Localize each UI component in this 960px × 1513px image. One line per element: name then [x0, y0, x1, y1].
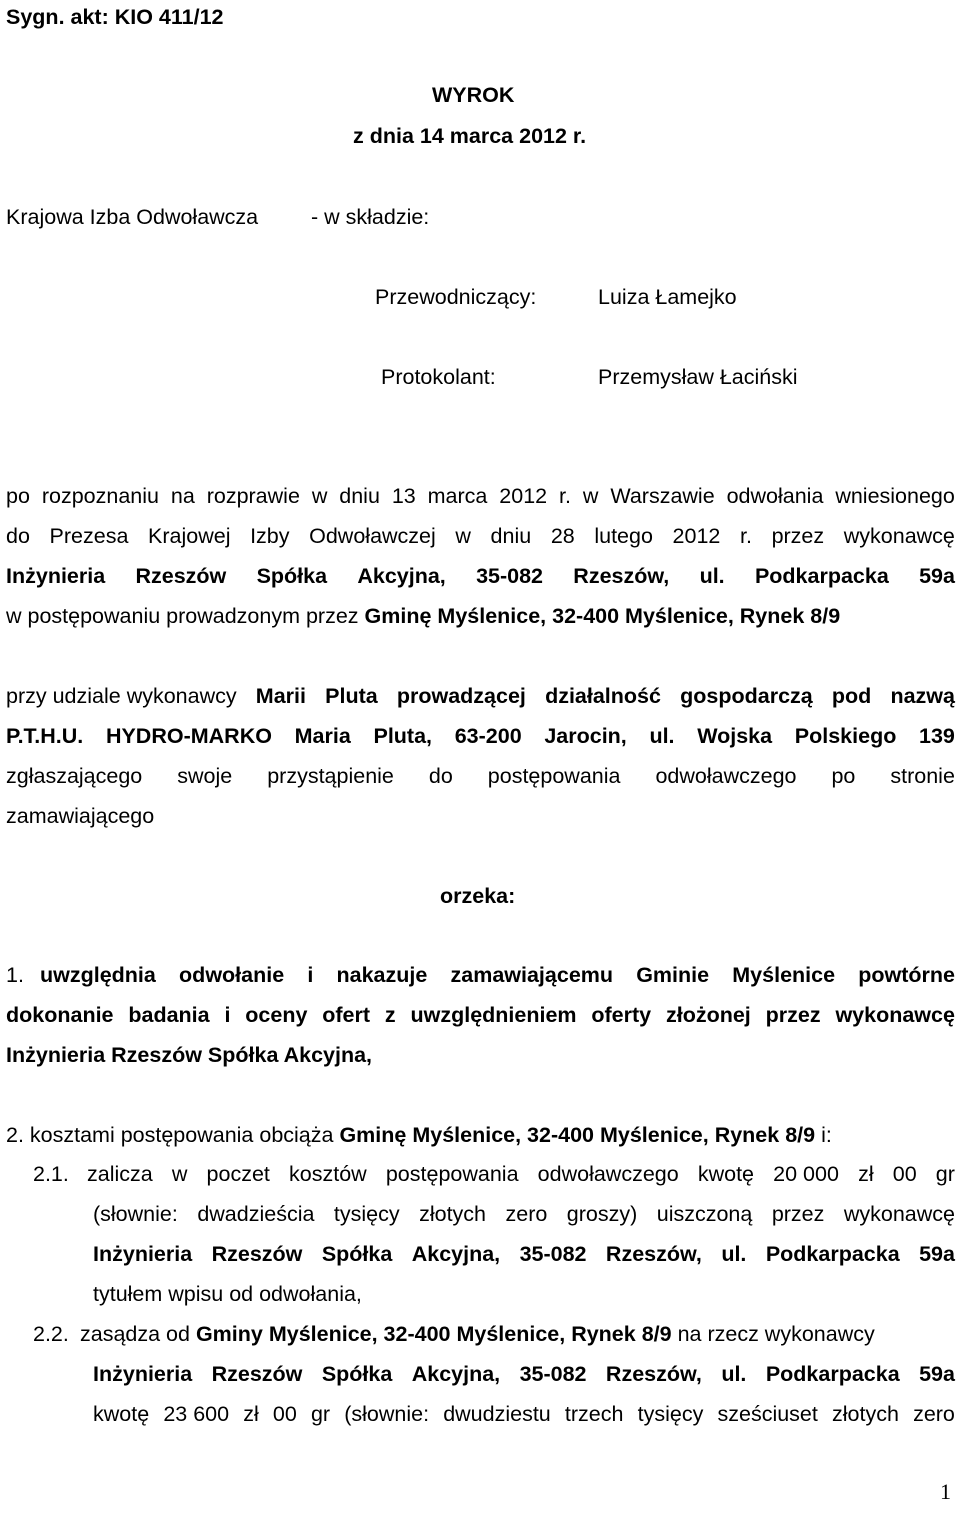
word: Spółka — [321, 1362, 393, 1386]
intro-line-3 — [6, 563, 955, 589]
word: dwadzieścia — [197, 1202, 315, 1226]
word: odwoławczego — [537, 1162, 679, 1186]
word: powtórne — [858, 963, 955, 987]
word: Rzeszów — [211, 1362, 303, 1386]
item-1-line-1 — [40, 962, 955, 988]
word: 35-082 — [476, 564, 544, 588]
word: Rzeszów, — [605, 1362, 702, 1386]
word: złotych — [832, 1402, 899, 1426]
word: przystąpienie — [267, 764, 394, 788]
word: Jarocin, — [544, 724, 627, 748]
word: uwzględnia — [40, 963, 156, 987]
word: działalność — [545, 684, 661, 708]
word: sześciuset — [717, 1402, 818, 1426]
item-2-1-line-3 — [93, 1241, 955, 1267]
word: Polskiego — [794, 724, 897, 748]
word: po — [6, 484, 30, 508]
word: tysięcy — [333, 1202, 400, 1226]
word: zł — [858, 1162, 874, 1186]
word: uwzględnieniem — [410, 1003, 577, 1027]
word: prowadzącej — [396, 684, 526, 708]
word: zalicza — [87, 1162, 153, 1186]
word: P.T.H.U. — [6, 724, 84, 748]
item-2-2-number: 2.2. — [33, 1322, 69, 1346]
word: r. — [559, 484, 571, 508]
word: 13 — [391, 484, 416, 508]
word: oceny — [245, 1003, 308, 1027]
item-2-1-number: 2.1. — [33, 1162, 69, 1186]
word: 35-082 — [519, 1362, 587, 1386]
page-number: 1 — [940, 1479, 951, 1504]
word: Inżynieria — [93, 1242, 193, 1266]
word: (słownie: — [93, 1202, 178, 1226]
chamber-name: Krajowa Izba Odwoławcza — [6, 205, 259, 229]
word: przez — [771, 1202, 825, 1226]
word: Krajowej — [148, 524, 231, 548]
intro-line-2 — [6, 523, 955, 549]
word: Maria — [294, 724, 351, 748]
word: groszy) — [566, 1202, 638, 1226]
word: Inżynieria — [93, 1362, 193, 1386]
word: odwołania — [726, 484, 824, 508]
word: Marii — [255, 684, 306, 708]
word: rozprawie — [206, 484, 300, 508]
word: Pluta — [325, 684, 378, 708]
word: 59a — [919, 1362, 955, 1386]
verdict-label: orzeka: — [440, 884, 516, 908]
item-1-line-3: Inżynieria Rzeszów Spółka Akcyjna, — [6, 1043, 373, 1067]
word: Podkarpacka — [754, 564, 889, 588]
word: Podkarpacka — [765, 1362, 900, 1386]
intro-line-4 — [6, 603, 840, 629]
word: nazwą — [890, 684, 955, 708]
item-2-authority: Gminę Myślenice, 32-400 Myślenice, Rynek 8/9 — [339, 1123, 816, 1147]
item-1-line-2 — [6, 1002, 955, 1028]
word: swoje — [177, 764, 233, 788]
word: przez — [771, 524, 825, 548]
word: Odwoławczej — [309, 524, 436, 548]
word: ofert — [322, 1003, 371, 1027]
word: oferty — [591, 1003, 652, 1027]
word: z — [384, 1003, 396, 1027]
word: w — [455, 524, 471, 548]
judgment-heading: WYROK — [432, 83, 515, 107]
word: przez — [765, 1003, 821, 1027]
word: Akcyjna, — [411, 1362, 501, 1386]
word: Akcyjna, — [357, 564, 446, 588]
case-signature: Sygn. akt: KIO 411/12 — [6, 5, 224, 29]
word: uiszczoną — [656, 1202, 753, 1226]
word: wykonawcę — [835, 1003, 955, 1027]
word: 2012 — [499, 484, 548, 508]
word: gr — [935, 1162, 955, 1186]
word: pod — [831, 684, 872, 708]
clerk-name: Przemysław Łaciński — [598, 365, 798, 389]
word: badania — [128, 1003, 210, 1027]
chair-name: Luiza Łamejko — [598, 285, 737, 309]
word: zgłaszającego — [6, 764, 143, 788]
word: kwotę — [697, 1162, 755, 1186]
word: Akcyjna, — [411, 1242, 501, 1266]
item-2-line — [6, 1122, 832, 1148]
word: kwotę — [93, 1402, 150, 1426]
word: dokonanie — [6, 1003, 114, 1027]
item-2-2-line-2 — [93, 1361, 955, 1387]
word: 00 — [892, 1162, 917, 1186]
word: w — [582, 484, 599, 508]
composition-label: - w składzie: — [311, 205, 430, 229]
item-2-2-line-3 — [93, 1401, 955, 1427]
word: gospodarczą — [680, 684, 813, 708]
word: Rzeszów — [211, 1242, 303, 1266]
word: Gminie — [636, 963, 710, 987]
word: Rzeszów — [135, 564, 227, 588]
word: wykonawcę — [843, 1202, 955, 1226]
word: złożonej — [665, 1003, 751, 1027]
word: postępowania — [487, 764, 621, 788]
word: Myślenice — [732, 963, 836, 987]
word: na — [170, 484, 195, 508]
participation-line-2 — [6, 723, 955, 749]
word: 59a — [919, 564, 955, 588]
word: Pluta, — [373, 724, 433, 748]
word: zł — [243, 1402, 259, 1426]
item-2-1-line-4: tytułem wpisu od odwołania, — [93, 1282, 362, 1306]
participation-line-3 — [6, 763, 955, 789]
word: stronie — [890, 764, 955, 788]
word: gr — [310, 1402, 331, 1426]
word: Podkarpacka — [765, 1242, 900, 1266]
item-2-1-line-1 — [87, 1161, 955, 1187]
judgment-date: z dnia 14 marca 2012 r. — [353, 124, 587, 148]
word: ul. — [699, 564, 725, 588]
word: (słownie: — [344, 1402, 430, 1426]
word: po — [831, 764, 856, 788]
intro-line-4-text: w postępowaniu prowadzonym przez — [6, 604, 365, 628]
word: wniesionego — [835, 484, 955, 508]
item-2-1-line-2 — [93, 1201, 955, 1227]
item-2-2-authority: Gminy Myślenice, 32-400 Myślenice, Rynek 8/9 — [195, 1322, 672, 1346]
word: i — [307, 963, 314, 987]
word: odwołanie — [179, 963, 285, 987]
word: Spółka — [256, 564, 328, 588]
participation-line-1 — [6, 683, 955, 709]
word: rozpoznaniu — [41, 484, 159, 508]
word: ul. — [721, 1242, 747, 1266]
word: Rzeszów, — [573, 564, 670, 588]
word: 00 — [272, 1402, 297, 1426]
word: 2012 — [672, 524, 721, 548]
word: postępowania — [385, 1162, 519, 1186]
word: Inżynieria — [6, 564, 106, 588]
item-2-end: i: — [815, 1123, 832, 1147]
word: 139 — [919, 724, 955, 748]
word: nakazuje — [336, 963, 428, 987]
word: dniu — [490, 524, 532, 548]
word: złotych — [419, 1202, 487, 1226]
word: Rzeszów, — [605, 1242, 702, 1266]
word: Spółka — [321, 1242, 393, 1266]
word: trzech — [564, 1402, 624, 1426]
word: do — [428, 764, 453, 788]
word: Prezesa — [49, 524, 129, 548]
word: HYDRO-MARKO — [105, 724, 272, 748]
word: 35-082 — [519, 1242, 587, 1266]
word: 28 — [550, 524, 575, 548]
clerk-label: Protokolant: — [381, 365, 496, 389]
item-2-text: 2. kosztami postępowania obciąża — [6, 1123, 340, 1147]
item-2-2-end: na rzecz wykonawcy — [671, 1322, 875, 1346]
contracting-authority: Gminę Myślenice, 32-400 Myślenice, Rynek 8/9 — [364, 604, 841, 628]
word: poczet — [206, 1162, 270, 1186]
word: ul. — [649, 724, 675, 748]
participation-lead: przy udziale wykonawcy — [6, 684, 237, 708]
word: w — [311, 484, 328, 508]
word: tysięcy — [637, 1402, 704, 1426]
word: zero — [913, 1402, 955, 1426]
word: zero — [505, 1202, 548, 1226]
participation-line-4: zamawiającego — [6, 804, 155, 828]
word: r. — [740, 524, 752, 548]
word: 20 000 — [773, 1162, 839, 1186]
word: w — [171, 1162, 188, 1186]
word: 63-200 — [454, 724, 522, 748]
word: i — [224, 1003, 231, 1027]
word: 59a — [919, 1242, 955, 1266]
word: zamawiającemu — [450, 963, 614, 987]
word: Wojska — [697, 724, 773, 748]
item-2-2-line-1 — [80, 1321, 875, 1347]
word: wykonawcę — [843, 524, 955, 548]
word: odwoławczego — [655, 764, 797, 788]
word: kosztów — [289, 1162, 367, 1186]
word: Izby — [250, 524, 290, 548]
word: do — [6, 524, 30, 548]
word: dwudziestu — [443, 1402, 551, 1426]
word: ul. — [721, 1362, 747, 1386]
word: Warszawie — [610, 484, 715, 508]
chair-label: Przewodniczący: — [375, 285, 537, 309]
word: marca — [427, 484, 488, 508]
word: lutego — [594, 524, 653, 548]
word: 23 600 — [163, 1402, 230, 1426]
item-1-number: 1. — [6, 963, 24, 987]
word: dniu — [339, 484, 380, 508]
intro-line-1 — [6, 483, 955, 509]
item-2-2-text: zasądza od — [80, 1322, 196, 1346]
